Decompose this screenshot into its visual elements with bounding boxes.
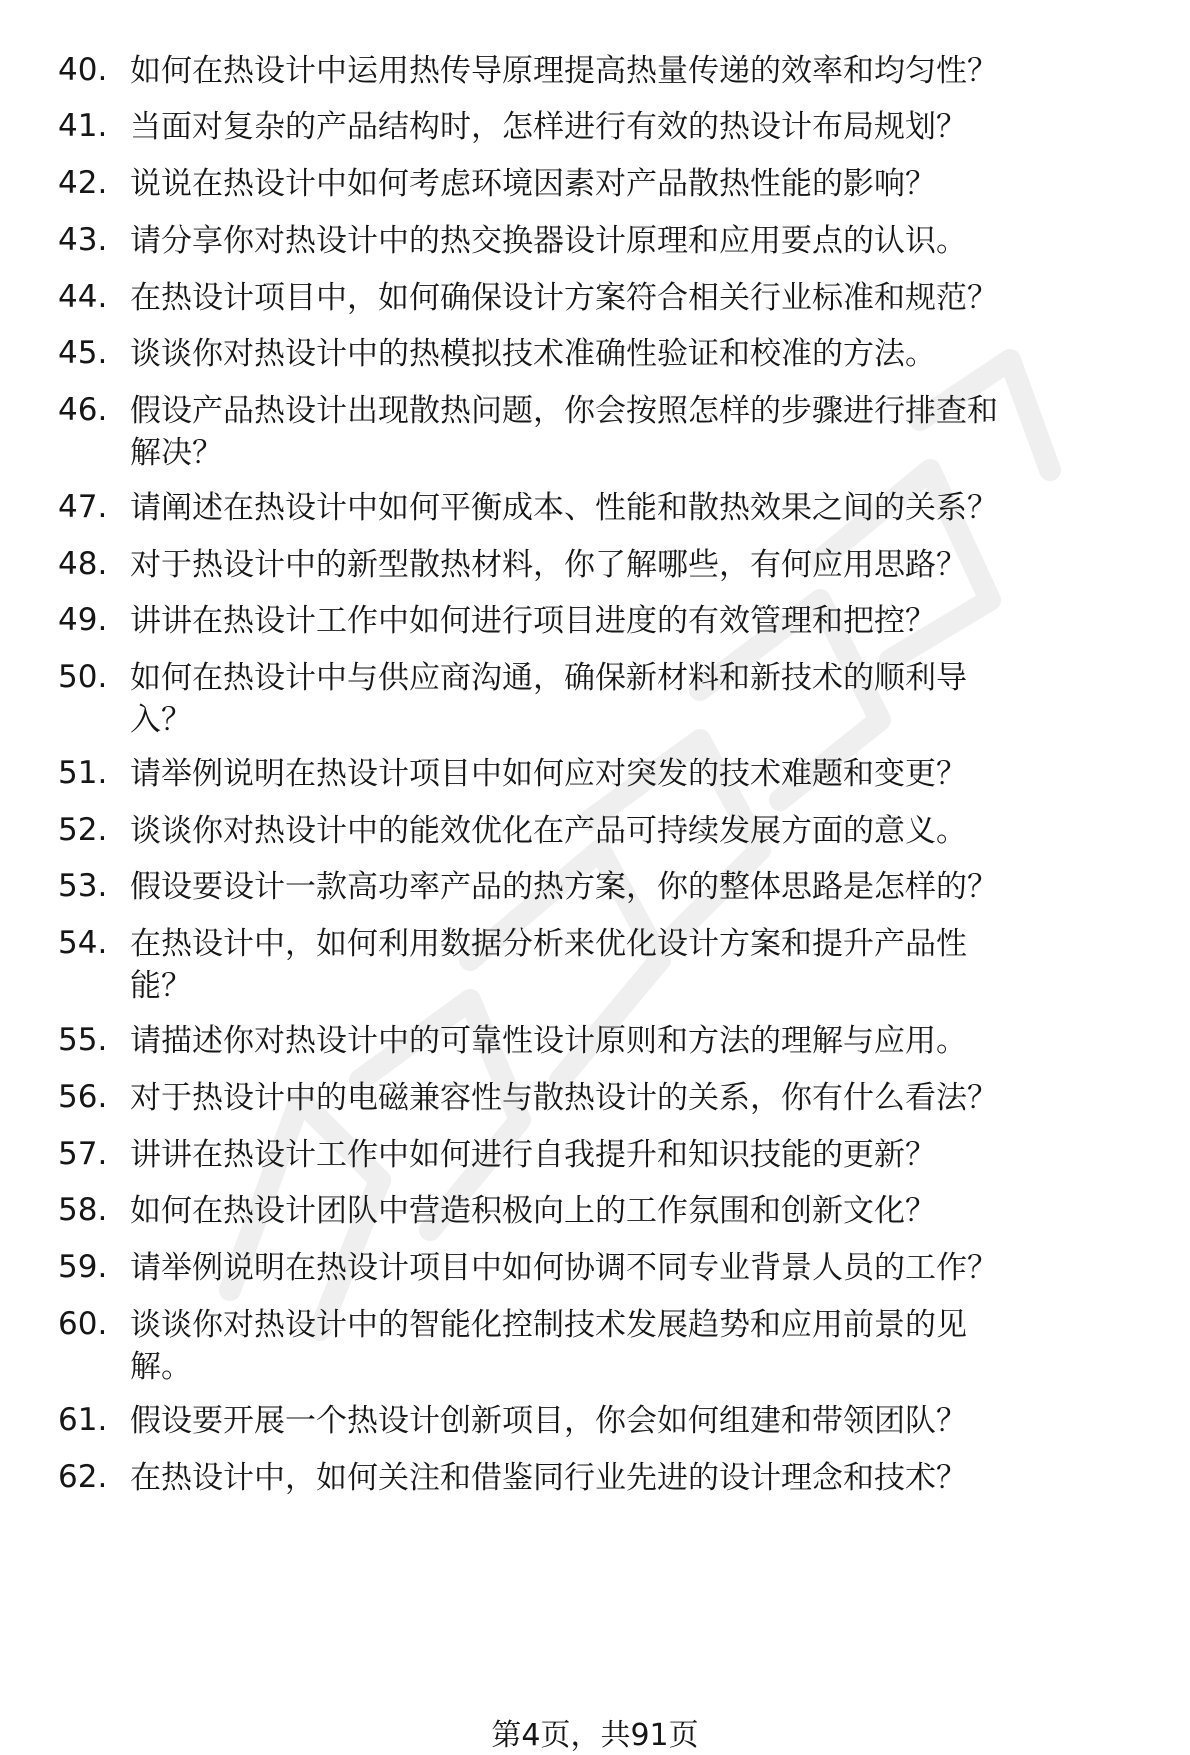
question-number: 59. (58, 1249, 108, 1285)
question-text-line: 假设要开展一个热设计创新项目，你会如何组建和带领团队？ (130, 1403, 967, 1439)
question-text (130, 1077, 1160, 1119)
question-text (130, 866, 1160, 908)
question-text (130, 277, 1160, 319)
question-text (130, 1304, 1160, 1388)
question-number: 61. (58, 1402, 108, 1438)
question-text-line: 谈谈你对热设计中的热模拟技术准确性验证和校准的方法。 (130, 336, 936, 372)
question-number: 41. (58, 108, 108, 144)
question-text-line: 解决？ (130, 435, 223, 471)
question-number: 54. (58, 925, 108, 961)
question-text (130, 753, 1160, 795)
question-text (130, 1134, 1160, 1176)
question-number: 53. (58, 868, 108, 904)
question-text (130, 544, 1160, 586)
question-number: 58. (58, 1192, 108, 1228)
question-text-line: 如何在热设计中运用热传导原理提高热量传递的效率和均匀性？ (130, 53, 998, 89)
question-number: 56. (58, 1079, 108, 1115)
question-text-line: 请阐述在热设计中如何平衡成本、性能和散热效果之间的关系？ (130, 490, 998, 526)
question-text (130, 106, 1160, 148)
question-text (130, 1247, 1160, 1289)
page-footer (0, 1718, 1190, 1754)
question-text-line: 说说在热设计中如何考虑环境因素对产品散热性能的影响？ (130, 166, 936, 202)
question-text-line: 请举例说明在热设计项目中如何协调不同专业背景人员的工作？ (130, 1250, 998, 1286)
question-number: 52. (58, 812, 108, 848)
question-text (130, 50, 1160, 92)
question-number: 48. (58, 546, 108, 582)
question-text (130, 923, 1160, 1007)
question-number: 40. (58, 52, 108, 88)
question-text-line: 解。 (130, 1349, 192, 1385)
question-text-line: 对于热设计中的电磁兼容性与散热设计的关系，你有什么看法？ (130, 1080, 998, 1116)
page-number-label: 第4页，共91页 (491, 1718, 699, 1753)
question-text-line: 当面对复杂的产品结构时，怎样进行有效的热设计布局规划？ (130, 109, 967, 145)
question-text (130, 657, 1160, 741)
question-number: 43. (58, 222, 108, 258)
question-number: 51. (58, 755, 108, 791)
question-text (130, 163, 1160, 205)
question-number: 42. (58, 165, 108, 201)
question-text-line: 假设产品热设计出现散热问题，你会按照怎样的步骤进行排查和 (130, 393, 998, 429)
question-text (130, 600, 1160, 642)
question-text-line: 对于热设计中的新型散热材料，你了解哪些，有何应用思路？ (130, 547, 967, 583)
question-text-line: 在热设计中，如何关注和借鉴同行业先进的设计理念和技术？ (130, 1460, 967, 1496)
question-text-line: 在热设计项目中，如何确保设计方案符合相关行业标准和规范？ (130, 280, 998, 316)
question-text (130, 487, 1160, 529)
question-text-line: 假设要设计一款高功率产品的热方案，你的整体思路是怎样的？ (130, 869, 998, 905)
question-text-line: 谈谈你对热设计中的智能化控制技术发展趋势和应用前景的见 (130, 1307, 967, 1343)
question-text-line: 讲讲在热设计工作中如何进行项目进度的有效管理和把控？ (130, 603, 936, 639)
question-number: 47. (58, 489, 108, 525)
question-number: 49. (58, 602, 108, 638)
question-text (130, 1457, 1160, 1499)
question-number: 62. (58, 1459, 108, 1495)
question-text-line: 入？ (130, 702, 192, 738)
question-text (130, 390, 1160, 474)
question-text (130, 1400, 1160, 1442)
question-number: 55. (58, 1022, 108, 1058)
question-text-line: 谈谈你对热设计中的能效优化在产品可持续发展方面的意义。 (130, 813, 967, 849)
question-text-line: 如何在热设计中与供应商沟通，确保新材料和新技术的顺利导 (130, 660, 967, 696)
question-text (130, 1190, 1160, 1232)
question-text-line: 讲讲在热设计工作中如何进行自我提升和知识技能的更新？ (130, 1137, 936, 1173)
question-text-line: 如何在热设计团队中营造积极向上的工作氛围和创新文化？ (130, 1193, 936, 1229)
question-text-line: 在热设计中，如何利用数据分析来优化设计方案和提升产品性 (130, 926, 967, 962)
question-text-line: 请描述你对热设计中的可靠性设计原则和方法的理解与应用。 (130, 1023, 967, 1059)
question-text (130, 1020, 1160, 1062)
question-number: 46. (58, 392, 108, 428)
question-number: 50. (58, 659, 108, 695)
question-number: 57. (58, 1136, 108, 1172)
question-text (130, 333, 1160, 375)
question-text-line: 请举例说明在热设计项目中如何应对突发的技术难题和变更？ (130, 756, 967, 792)
question-text (130, 810, 1160, 852)
question-text-line: 能？ (130, 968, 192, 1004)
question-text (130, 220, 1160, 262)
question-number: 60. (58, 1306, 108, 1342)
question-number: 45. (58, 335, 108, 371)
question-number: 44. (58, 279, 108, 315)
question-text-line: 请分享你对热设计中的热交换器设计原理和应用要点的认识。 (130, 223, 967, 259)
